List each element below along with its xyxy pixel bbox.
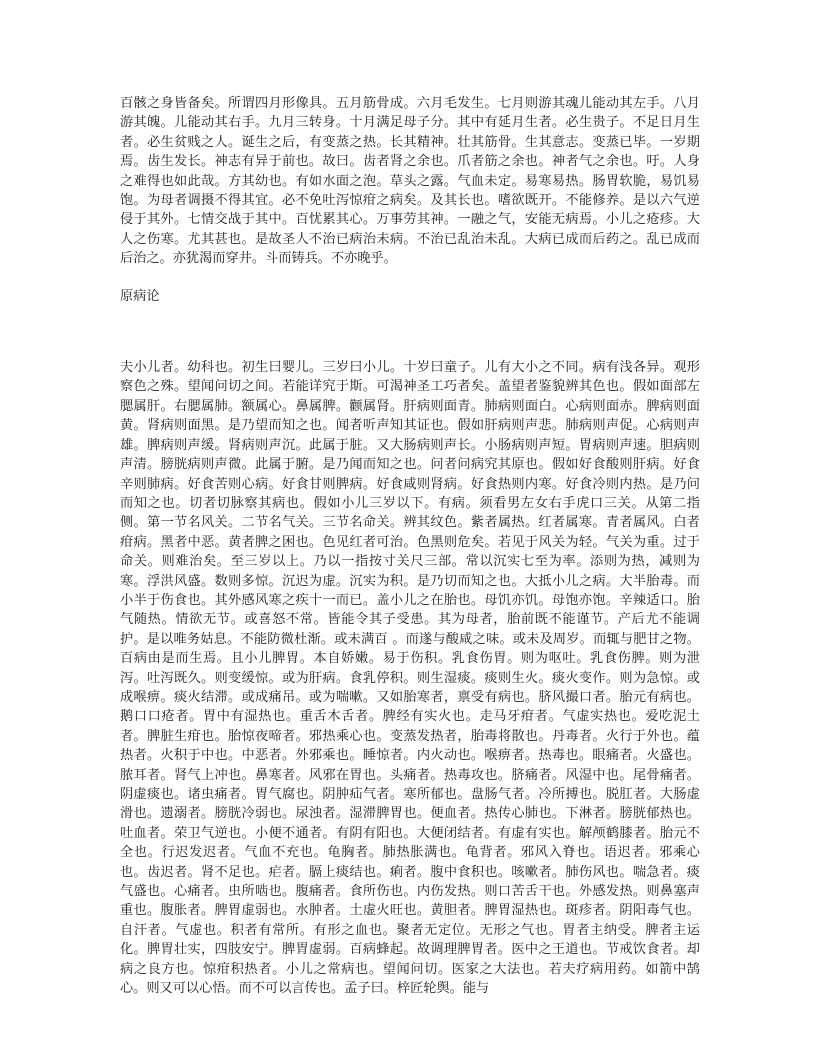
document-page — [120, 94, 700, 998]
paragraph-intro: 百骸之身皆备矣。所谓四月形像具。五月筋骨成。六月毛发生。七月则游其魂儿能动其左手。八月游其魄。儿能动其右手。九月三转身。十月满足母子分。其中有延月生者。必生贵子。不足日月生者。必生贫贱之人。诞生之后，有变蒸之热。长其精神。壮其筋骨。生其意志。变蒸已毕。一岁期焉。齿生发长。神志有异于前也。故曰。齿者肾之余也。爪者筋之余也。神者气之余也。吁。人身之难得也如此哉。方其幼也。有如水面之泡。草头之露。气血未定。易寒易热。肠胃软脆，易饥易饱。为母者调摄不得其宜。必不免吐泻惊疳之病矣。及其长也。嗜欲既开。不能修养。是以六气逆侵于其外。七情交战于其中。百忧累其心。万事劳其神。一融之气，安能无病焉。小儿之疮疹。大人之伤寒。尤其甚也。是故圣人不治已病治未病。不治已乱治未乱。大病已成而后药之。乱已成而后治之。亦犹渴而穿井。斗而铸兵。不亦晚乎。 — [120, 96, 700, 267]
section-heading: 原病论 — [120, 288, 160, 304]
paragraph-main: 夫小儿者。幼科也。初生曰婴儿。三岁曰小儿。十岁曰童子。儿有大小之不同。病有浅各异。观形察色之殊。望闻问切之间。若能详究于斯。可渴神圣工巧者矣。盖望者鉴貌辨其色也。假如面部左腮属肝。右腮属肺。额属心。鼻属脾。颧属肾。肝病则面青。肺病则面白。心病则面赤。脾病则面黄。肾病则面黑。是乃望而知之也。闻者听声知其证也。假如肝病则声悲。肺病则声促。心病则声雄。脾病则声缓。肾病则声沉。此属于脏。又大肠病则声长。小肠病则声短。胃病则声速。胆病则声清。膀胱病则声微。此属于腑。是乃闻而知之也。问者问病究其原也。假如好食酸则肝病。好食辛则肺病。好食苦则心病。好食甘则脾病。好食咸则肾病。好食热则内寒。好食冷则内热。是乃问而知之也。切者切脉察其病也。假如小儿三岁以下。有病。须看男左女右手虎口三关。从第二指侧。第一节名风关。二节名气关。三节名命关。辨其纹色。紫者属热。红者属寒。青者属风。白者疳病。黑者中恶。黄者脾之困也。色见红者可治。色黑则危矣。若见于风关为轻。气关为重。过于命关。则难治矣。至三岁以上。乃以一指按寸关尺三部。常以沉实七至为率。添则为热，减则为寒。浮洪风盛。数则多惊。沉迟为虚。沉实为积。是乃切而知之也。大抵小儿之病。大半胎毒。而小半于伤食也。其外感风寒之疾十一而已。盖小儿之在胎也。母饥亦饥。母饱亦饱。辛辣适口。胎气随热。情欲无节。或喜怒不常。皆能令其子受患。其为母者，胎前既不能谨节。产后尤不能调护。是以唯务姑息。不能防微杜渐。或未满百 。而遂与酸咸之味。或未及周岁。而辄与肥甘之物。百病由是而生焉。且小儿脾胃。本自娇嫩。易于伤积。乳食伤胃。则为呕吐。乳食伤脾。则为泄泻。吐泻既久。则变缓惊。或为肝病。食乳停积。则生湿痰。痰则生火。痰火变作。则为急惊。或成喉痹。痰火结滞。或成痛吊。或为喘嗽。又如胎寒者，禀受有病也。脐风撮口者。胎元有病也。鹅口口疮者。胃中有湿热也。重舌木舌者。脾经有实火也。走马牙疳者。气虚实热也。爱吃泥土者。脾脏生疳也。胎惊夜啼者。邪热乘心也。变蒸发热者，胎毒将散也。丹毒者。火行于外也。蕴热者。火积于中也。中恶者。外邪乘也。睡惊者。内火动也。喉痹者。热毒也。眼痛者。火盛也。脓耳者。肾气上冲也。鼻寒者。风邪在胃也。头痛者。热毒攻也。脐痛者。风湿中也。尾骨痛者。阴虚痰也。诸虫痛者。胃气腐也。阴肿疝气者。寒所郁也。盘肠气者。冷所搏也。脱肛者。大肠虚滑也。遗溺者。膀胱冷弱也。尿浊者。湿滞脾胃也。便血者。热传心肺也。下淋者。膀胱郁热也。吐血者。荣卫气逆也。小便不通者。有阴有阳也。大便闭结者。有虚有实也。解颅鹤膝者。胎元不全也。行迟发迟者。气血不充也。龟胸者。肺热胀满也。龟背者。邪风入脊也。语迟者。邪乘心也。齿迟者。肾不足也。疟者。膈上痰结也。痢者。腹中食积也。咳嗽者。肺伤风也。喘急者。痰气盛也。心痛者。虫所啮也。腹痛者。食所伤也。内伤发热。则口苦舌干也。外感发热。则鼻塞声重也。腹胀者。脾胃虚弱也。水肿者。土虚火旺也。黄胆者。脾胃湿热也。斑疹者。阴阳毒气也。自汗者。气虚也。积者有常所。有形之血也。聚者无定位。无形之气也。胃者主纳受。脾者主运化。脾胃壮实，四肢安宁。脾胃虚弱。百病蜂起。故调理脾胃者。医中之王道也。节戒饮食者。却病之良方也。惊疳积热者。小儿之常病也。望闻问切。医家之大法也。若夫疗病用药。如箭中鹄心。则又可以心悟。而不可以言传也。孟子曰。梓匠轮舆。能与 — [120, 360, 700, 997]
